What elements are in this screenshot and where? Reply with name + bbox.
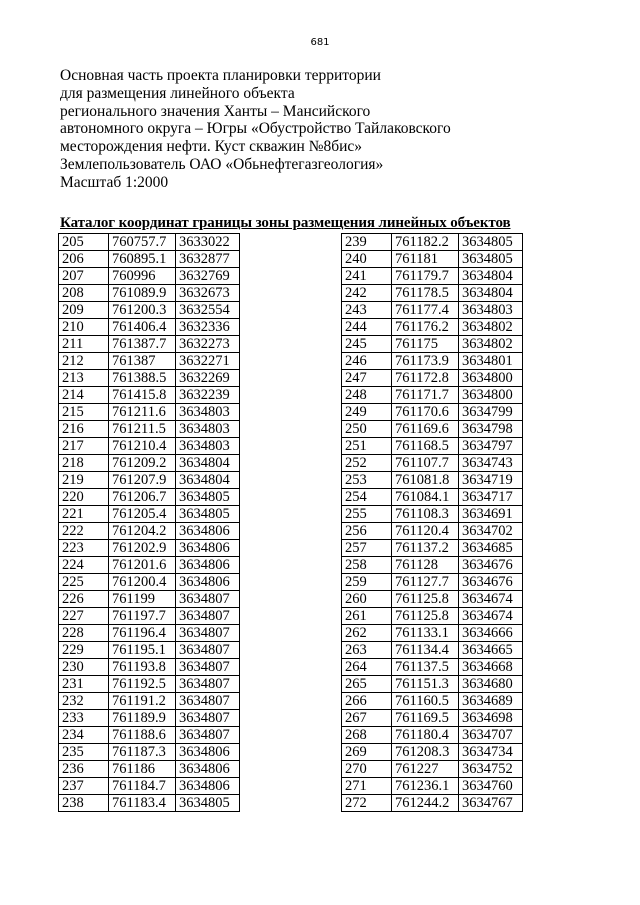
table-row (342, 404, 523, 421)
y-coordinate-cell: 3634805 (176, 506, 240, 523)
table-row (342, 676, 523, 693)
y-coordinate-cell: 3634807 (176, 625, 240, 642)
x-coordinate-cell: 761192.5 (109, 676, 176, 693)
x-coordinate-cell: 761244.2 (392, 795, 459, 812)
y-coordinate-cell: 3634691 (459, 506, 523, 523)
y-coordinate-cell: 3634707 (459, 727, 523, 744)
table-row (59, 404, 240, 421)
x-coordinate-cell: 761137.2 (392, 540, 459, 557)
y-coordinate-cell: 3634803 (459, 302, 523, 319)
table-row (342, 268, 523, 285)
point-number-cell: 212 (59, 353, 109, 370)
x-coordinate-cell: 761387.7 (109, 336, 176, 353)
point-number-cell: 221 (59, 506, 109, 523)
y-coordinate-cell: 3634734 (459, 744, 523, 761)
y-coordinate-cell: 3634806 (176, 523, 240, 540)
x-coordinate-cell: 760757.7 (109, 234, 176, 251)
point-number-cell: 219 (59, 472, 109, 489)
y-coordinate-cell: 3632271 (176, 353, 240, 370)
x-coordinate-cell: 761202.9 (109, 540, 176, 557)
table-row (59, 778, 240, 795)
y-coordinate-cell: 3634743 (459, 455, 523, 472)
table-row (342, 472, 523, 489)
point-number-cell: 217 (59, 438, 109, 455)
point-number-cell: 254 (342, 489, 392, 506)
x-coordinate-cell: 761227 (392, 761, 459, 778)
table-row (59, 302, 240, 319)
point-number-cell: 233 (59, 710, 109, 727)
coordinates-table-right (341, 233, 523, 812)
y-coordinate-cell: 3634804 (176, 472, 240, 489)
table-row (342, 302, 523, 319)
header-line: Основная часть проекта планировки территории (60, 67, 381, 84)
y-coordinate-cell: 3634806 (176, 761, 240, 778)
y-coordinate-cell: 3634702 (459, 523, 523, 540)
point-number-cell: 258 (342, 557, 392, 574)
y-coordinate-cell: 3634807 (176, 693, 240, 710)
point-number-cell: 215 (59, 404, 109, 421)
x-coordinate-cell: 761211.6 (109, 404, 176, 421)
table-row (59, 574, 240, 591)
point-number-cell: 207 (59, 268, 109, 285)
table-row (342, 506, 523, 523)
point-number-cell: 231 (59, 676, 109, 693)
point-number-cell: 218 (59, 455, 109, 472)
header-line: для размещения линейного объекта (60, 84, 295, 102)
table-row (59, 693, 240, 710)
table-row (342, 625, 523, 642)
point-number-cell: 241 (342, 268, 392, 285)
x-coordinate-cell: 761204.2 (109, 523, 176, 540)
y-coordinate-cell: 3634760 (459, 778, 523, 795)
y-coordinate-cell: 3632673 (176, 285, 240, 302)
table-row (342, 353, 523, 370)
y-coordinate-cell: 3634802 (459, 336, 523, 353)
x-coordinate-cell: 761151.3 (392, 676, 459, 693)
x-coordinate-cell: 761134.4 (392, 642, 459, 659)
table-row (59, 727, 240, 744)
table-row (342, 591, 523, 608)
point-number-cell: 242 (342, 285, 392, 302)
table-row (59, 285, 240, 302)
header-line: Землепользователь ОАО «Обьнефтегазгеология» (60, 155, 384, 173)
x-coordinate-cell: 761178.5 (392, 285, 459, 302)
table-row (342, 438, 523, 455)
x-coordinate-cell: 761200.3 (109, 302, 176, 319)
x-coordinate-cell: 760895.1 (109, 251, 176, 268)
y-coordinate-cell: 3632269 (176, 370, 240, 387)
document-header (60, 67, 600, 192)
point-number-cell: 265 (342, 676, 392, 693)
x-coordinate-cell: 761180.4 (392, 727, 459, 744)
x-coordinate-cell: 761209.2 (109, 455, 176, 472)
y-coordinate-cell: 3634676 (459, 557, 523, 574)
x-coordinate-cell: 761168.5 (392, 438, 459, 455)
table-row (59, 540, 240, 557)
x-coordinate-cell: 761208.3 (392, 744, 459, 761)
y-coordinate-cell: 3634806 (176, 744, 240, 761)
x-coordinate-cell: 761179.7 (392, 268, 459, 285)
y-coordinate-cell: 3634719 (459, 472, 523, 489)
point-number-cell: 261 (342, 608, 392, 625)
table-row (342, 234, 523, 251)
x-coordinate-cell: 761107.7 (392, 455, 459, 472)
point-number-cell: 213 (59, 370, 109, 387)
x-coordinate-cell: 761199 (109, 591, 176, 608)
point-number-cell: 214 (59, 387, 109, 404)
point-number-cell: 257 (342, 540, 392, 557)
x-coordinate-cell: 761176.2 (392, 319, 459, 336)
point-number-cell: 229 (59, 642, 109, 659)
y-coordinate-cell: 3634803 (176, 421, 240, 438)
x-coordinate-cell: 761177.4 (392, 302, 459, 319)
point-number-cell: 226 (59, 591, 109, 608)
table-row (59, 234, 240, 251)
x-coordinate-cell: 761108.3 (392, 506, 459, 523)
table-row (59, 744, 240, 761)
x-coordinate-cell: 761387 (109, 353, 176, 370)
x-coordinate-cell: 761197.7 (109, 608, 176, 625)
table-row (342, 659, 523, 676)
table-row (59, 676, 240, 693)
point-number-cell: 267 (342, 710, 392, 727)
header-line: Масштаб 1:2000 (60, 173, 169, 191)
point-number-cell: 272 (342, 795, 392, 812)
table-row (59, 608, 240, 625)
x-coordinate-cell: 761205.4 (109, 506, 176, 523)
x-coordinate-cell: 761181 (392, 251, 459, 268)
y-coordinate-cell: 3634674 (459, 591, 523, 608)
y-coordinate-cell: 3634807 (176, 608, 240, 625)
x-coordinate-cell: 761211.5 (109, 421, 176, 438)
y-coordinate-cell: 3634803 (176, 438, 240, 455)
point-number-cell: 235 (59, 744, 109, 761)
table-row (342, 761, 523, 778)
table-row (342, 489, 523, 506)
point-number-cell: 209 (59, 302, 109, 319)
x-coordinate-cell: 761183.4 (109, 795, 176, 812)
y-coordinate-cell: 3634800 (459, 387, 523, 404)
x-coordinate-cell: 761182.2 (392, 234, 459, 251)
y-coordinate-cell: 3634806 (176, 557, 240, 574)
y-coordinate-cell: 3634668 (459, 659, 523, 676)
point-number-cell: 230 (59, 659, 109, 676)
table-row (59, 353, 240, 370)
x-coordinate-cell: 761406.4 (109, 319, 176, 336)
y-coordinate-cell: 3634767 (459, 795, 523, 812)
y-coordinate-cell: 3632336 (176, 319, 240, 336)
y-coordinate-cell: 3634807 (176, 659, 240, 676)
x-coordinate-cell: 761388.5 (109, 370, 176, 387)
table-row (59, 319, 240, 336)
x-coordinate-cell: 761128 (392, 557, 459, 574)
x-coordinate-cell: 761200.4 (109, 574, 176, 591)
point-number-cell: 270 (342, 761, 392, 778)
y-coordinate-cell: 3634806 (176, 540, 240, 557)
y-coordinate-cell: 3634806 (176, 574, 240, 591)
point-number-cell: 256 (342, 523, 392, 540)
point-number-cell: 227 (59, 608, 109, 625)
point-number-cell: 266 (342, 693, 392, 710)
table-row (342, 778, 523, 795)
point-number-cell: 211 (59, 336, 109, 353)
point-number-cell: 268 (342, 727, 392, 744)
point-number-cell: 269 (342, 744, 392, 761)
point-number-cell: 246 (342, 353, 392, 370)
x-coordinate-cell: 761236.1 (392, 778, 459, 795)
table-row (59, 336, 240, 353)
x-coordinate-cell: 761193.8 (109, 659, 176, 676)
table-row (342, 744, 523, 761)
point-number-cell: 216 (59, 421, 109, 438)
point-number-cell: 259 (342, 574, 392, 591)
point-number-cell: 271 (342, 778, 392, 795)
point-number-cell: 243 (342, 302, 392, 319)
point-number-cell: 236 (59, 761, 109, 778)
table-row (59, 489, 240, 506)
point-number-cell: 205 (59, 234, 109, 251)
table-row (342, 251, 523, 268)
point-number-cell: 263 (342, 642, 392, 659)
table-row (342, 642, 523, 659)
y-coordinate-cell: 3634807 (176, 676, 240, 693)
point-number-cell: 250 (342, 421, 392, 438)
x-coordinate-cell: 761125.8 (392, 591, 459, 608)
y-coordinate-cell: 3634803 (176, 404, 240, 421)
header-line: месторождения нефти. Куст скважин №8бис» (60, 138, 363, 156)
y-coordinate-cell: 3634804 (459, 285, 523, 302)
table-row (342, 319, 523, 336)
y-coordinate-cell: 3633022 (176, 234, 240, 251)
table-row (59, 795, 240, 812)
table-row (59, 387, 240, 404)
y-coordinate-cell: 3634800 (459, 370, 523, 387)
point-number-cell: 249 (342, 404, 392, 421)
y-coordinate-cell: 3634689 (459, 693, 523, 710)
point-number-cell: 247 (342, 370, 392, 387)
x-coordinate-cell: 761184.7 (109, 778, 176, 795)
point-number-cell: 260 (342, 591, 392, 608)
y-coordinate-cell: 3634807 (176, 710, 240, 727)
x-coordinate-cell: 761169.5 (392, 710, 459, 727)
table-row (59, 659, 240, 676)
point-number-cell: 239 (342, 234, 392, 251)
table-row (342, 795, 523, 812)
table-row (342, 574, 523, 591)
x-coordinate-cell: 761188.6 (109, 727, 176, 744)
y-coordinate-cell: 3634666 (459, 625, 523, 642)
table-row (342, 285, 523, 302)
y-coordinate-cell: 3634801 (459, 353, 523, 370)
point-number-cell: 253 (342, 472, 392, 489)
x-coordinate-cell: 761191.2 (109, 693, 176, 710)
page-number: 681 (310, 37, 330, 48)
x-coordinate-cell: 761125.8 (392, 608, 459, 625)
table-row (59, 557, 240, 574)
x-coordinate-cell: 761210.4 (109, 438, 176, 455)
y-coordinate-cell: 3634807 (176, 727, 240, 744)
y-coordinate-cell: 3634805 (176, 489, 240, 506)
table-row (342, 608, 523, 625)
table-row (342, 421, 523, 438)
y-coordinate-cell: 3634805 (459, 234, 523, 251)
y-coordinate-cell: 3634804 (459, 268, 523, 285)
y-coordinate-cell: 3634805 (459, 251, 523, 268)
table-row (59, 455, 240, 472)
table-row (59, 472, 240, 489)
table-row (342, 336, 523, 353)
y-coordinate-cell: 3634798 (459, 421, 523, 438)
point-number-cell: 225 (59, 574, 109, 591)
y-coordinate-cell: 3632554 (176, 302, 240, 319)
x-coordinate-cell: 761170.6 (392, 404, 459, 421)
point-number-cell: 210 (59, 319, 109, 336)
point-number-cell: 245 (342, 336, 392, 353)
y-coordinate-cell: 3632769 (176, 268, 240, 285)
y-coordinate-cell: 3634685 (459, 540, 523, 557)
point-number-cell: 255 (342, 506, 392, 523)
table-row (59, 642, 240, 659)
table-row (59, 268, 240, 285)
y-coordinate-cell: 3634799 (459, 404, 523, 421)
x-coordinate-cell: 761127.7 (392, 574, 459, 591)
y-coordinate-cell: 3634752 (459, 761, 523, 778)
y-coordinate-cell: 3634676 (459, 574, 523, 591)
x-coordinate-cell: 761081.8 (392, 472, 459, 489)
table-row (59, 506, 240, 523)
point-number-cell: 237 (59, 778, 109, 795)
point-number-cell: 238 (59, 795, 109, 812)
x-coordinate-cell: 761171.7 (392, 387, 459, 404)
x-coordinate-cell: 761137.5 (392, 659, 459, 676)
table-row (59, 370, 240, 387)
table-row (59, 710, 240, 727)
point-number-cell: 224 (59, 557, 109, 574)
x-coordinate-cell: 761089.9 (109, 285, 176, 302)
x-coordinate-cell: 761169.6 (392, 421, 459, 438)
table-row (59, 251, 240, 268)
table-row (342, 693, 523, 710)
table-row (342, 557, 523, 574)
point-number-cell: 244 (342, 319, 392, 336)
point-number-cell: 206 (59, 251, 109, 268)
x-coordinate-cell: 761186 (109, 761, 176, 778)
point-number-cell: 240 (342, 251, 392, 268)
x-coordinate-cell: 761133.1 (392, 625, 459, 642)
x-coordinate-cell: 760996 (109, 268, 176, 285)
point-number-cell: 264 (342, 659, 392, 676)
x-coordinate-cell: 761172.8 (392, 370, 459, 387)
point-number-cell: 208 (59, 285, 109, 302)
header-line: регионального значения Ханты – Мансийского (60, 102, 371, 120)
point-number-cell: 228 (59, 625, 109, 642)
y-coordinate-cell: 3634804 (176, 455, 240, 472)
y-coordinate-cell: 3634805 (176, 795, 240, 812)
x-coordinate-cell: 761415.8 (109, 387, 176, 404)
y-coordinate-cell: 3634807 (176, 642, 240, 659)
table-row (59, 421, 240, 438)
y-coordinate-cell: 3634674 (459, 608, 523, 625)
y-coordinate-cell: 3634698 (459, 710, 523, 727)
table-row (59, 761, 240, 778)
x-coordinate-cell: 761175 (392, 336, 459, 353)
y-coordinate-cell: 3634797 (459, 438, 523, 455)
point-number-cell: 232 (59, 693, 109, 710)
point-number-cell: 223 (59, 540, 109, 557)
y-coordinate-cell: 3634802 (459, 319, 523, 336)
y-coordinate-cell: 3634665 (459, 642, 523, 659)
x-coordinate-cell: 761206.7 (109, 489, 176, 506)
x-coordinate-cell: 761189.9 (109, 710, 176, 727)
x-coordinate-cell: 761084.1 (392, 489, 459, 506)
table-row (342, 370, 523, 387)
y-coordinate-cell: 3634806 (176, 778, 240, 795)
table-row (59, 625, 240, 642)
point-number-cell: 220 (59, 489, 109, 506)
x-coordinate-cell: 761195.1 (109, 642, 176, 659)
table-row (59, 591, 240, 608)
point-number-cell: 222 (59, 523, 109, 540)
table-row (59, 523, 240, 540)
table-row (342, 455, 523, 472)
table-row (59, 438, 240, 455)
table-row (342, 540, 523, 557)
table-row (342, 523, 523, 540)
y-coordinate-cell: 3632273 (176, 336, 240, 353)
point-number-cell: 252 (342, 455, 392, 472)
point-number-cell: 251 (342, 438, 392, 455)
header-line: автономного округа – Югры «Обустройство Тайлаковского (60, 120, 451, 138)
y-coordinate-cell: 3634807 (176, 591, 240, 608)
x-coordinate-cell: 761201.6 (109, 557, 176, 574)
table-row (342, 387, 523, 404)
y-coordinate-cell: 3632239 (176, 387, 240, 404)
y-coordinate-cell: 3634717 (459, 489, 523, 506)
x-coordinate-cell: 761120.4 (392, 523, 459, 540)
point-number-cell: 262 (342, 625, 392, 642)
x-coordinate-cell: 761173.9 (392, 353, 459, 370)
coordinates-table-left (58, 233, 240, 812)
x-coordinate-cell: 761207.9 (109, 472, 176, 489)
table-row (342, 727, 523, 744)
point-number-cell: 234 (59, 727, 109, 744)
y-coordinate-cell: 3634680 (459, 676, 523, 693)
x-coordinate-cell: 761187.3 (109, 744, 176, 761)
x-coordinate-cell: 761196.4 (109, 625, 176, 642)
catalog-title: Каталог координат границы зоны размещения линейных объектов (60, 215, 511, 231)
x-coordinate-cell: 761160.5 (392, 693, 459, 710)
y-coordinate-cell: 3632877 (176, 251, 240, 268)
point-number-cell: 248 (342, 387, 392, 404)
table-row (342, 710, 523, 727)
